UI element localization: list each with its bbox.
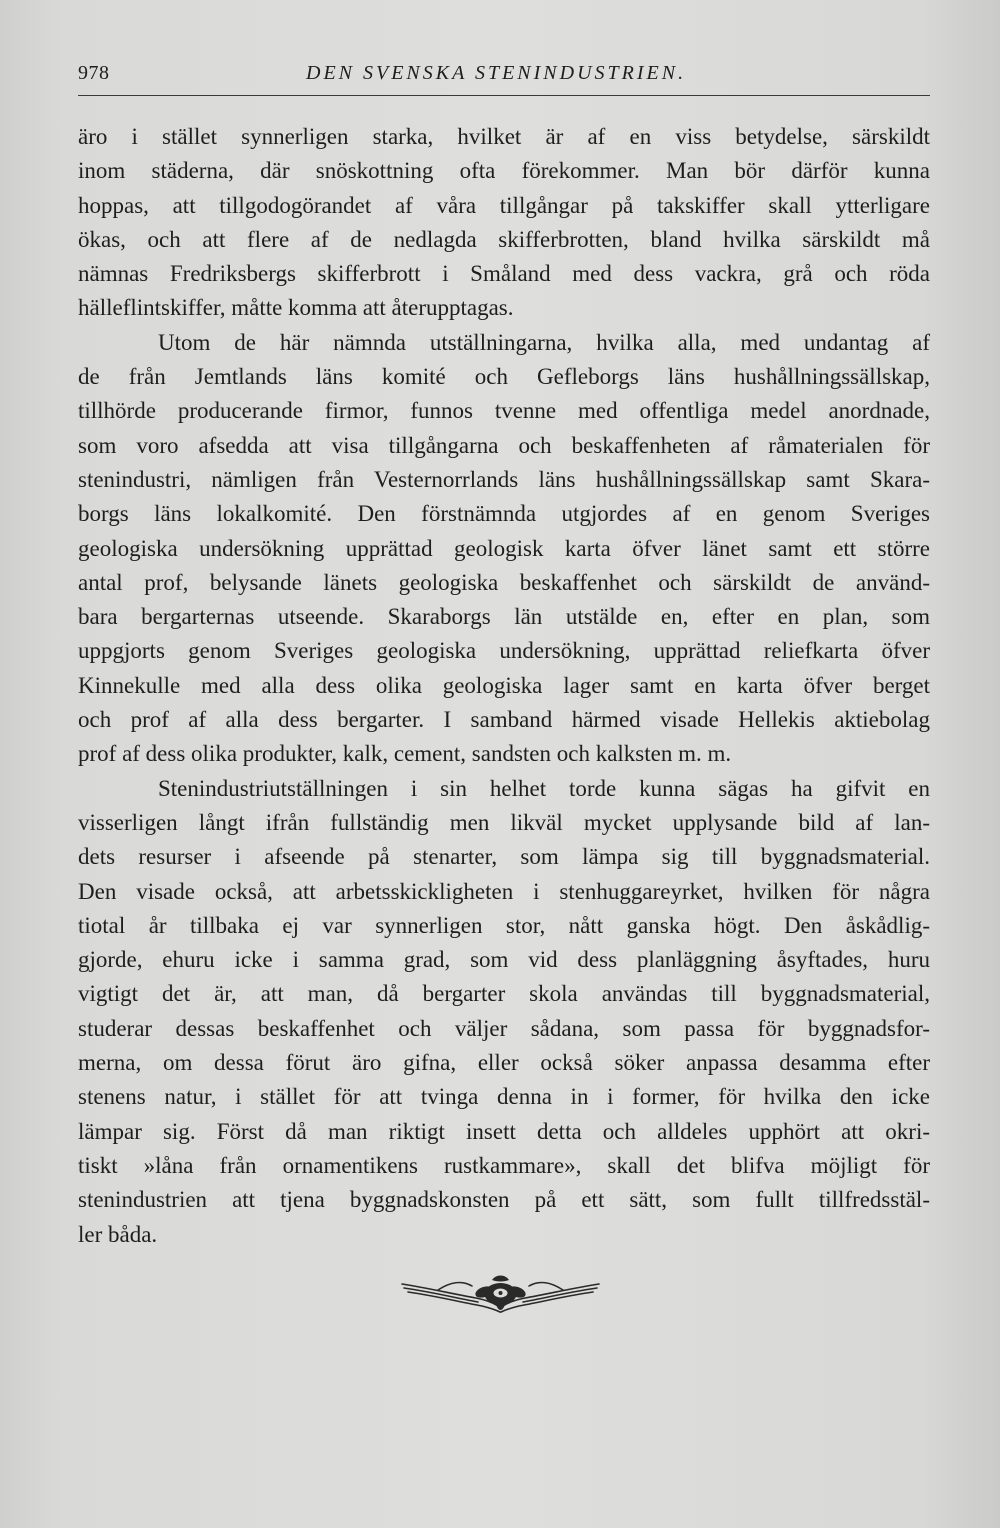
running-head — [78, 62, 930, 92]
text-line: Kinnekulle med alla dess olika geologiska lager samt en karta öfver berget — [78, 672, 930, 698]
text-line: som voro afsedda att visa tillgångarna och beskaffenheten af råmaterialen för — [78, 432, 930, 458]
text-line: Den visade också, att arbetsskickligheten i stenhuggareyrket, hvilken för några — [78, 878, 930, 904]
text-line: hälleflintskiffer, måtte komma att återupptagas. — [78, 295, 514, 321]
text-line: dets resurser i afseende på stenarter, som lämpa sig till byggnadsmaterial. — [78, 844, 930, 870]
text-line: tiskt »låna från ornamentikens rustkammare», skall det blifva möjligt för — [78, 1152, 930, 1178]
text-line: studerar dessas beskaffenhet och väljer sådana, som passa för byggnadsfor- — [78, 1015, 930, 1041]
running-title: DEN SVENSKA STENINDUSTRIEN. — [306, 62, 687, 84]
body-text — [78, 120, 930, 1252]
text-line: de från Jemtlands läns komité och Gefleborgs läns hushållningssällskap, — [78, 364, 930, 390]
text-line: tillhörde producerande firmor, funnos tvenne med offentliga medel anordnade, — [78, 398, 930, 424]
text-line: prof af dess olika produkter, kalk, cement, sandsten och kalksten m. m. — [78, 741, 732, 767]
text-line: geologiska undersökning upprättad geologisk karta öfver länet samt ett större — [78, 535, 930, 561]
header-rule — [78, 95, 930, 96]
text-line: nämnas Fredriksbergs skifferbrott i Småland med dess vackra, grå och röda — [78, 261, 930, 287]
page-number: 978 — [78, 62, 110, 84]
decorative-tailpiece-ornament-icon — [398, 1272, 603, 1316]
text-line: borgs läns lokalkomité. Den förstnämnda utgjordes af en genom Sveriges — [78, 501, 930, 527]
text-line: vigtigt det är, att man, då bergarter skola användas till byggnadsmaterial, — [78, 981, 930, 1007]
text-line: äro i stället synnerligen starka, hvilket är af en viss betydelse, särskildt — [78, 124, 930, 149]
text-line: inom städerna, där snöskottning ofta förekommer. Man bör därför kunna — [78, 158, 930, 184]
text-line: stenindustri, nämligen från Vesternorrlands läns hushållningssällskap samt Skara- — [78, 466, 930, 492]
text-line: bara bergarternas utseende. Skaraborgs län utstälde en, efter en plan, som — [78, 604, 930, 630]
text-line: ler båda. — [78, 1221, 158, 1247]
text-line: gjorde, ehuru icke i samma grad, som vid dess planläggning åsyftades, huru — [78, 947, 930, 973]
text-line: och prof af alla dess bergarter. I samband härmed visade Hellekis aktiebolag — [78, 707, 930, 733]
text-line: antal prof, belysande länets geologiska beskaffenhet och särskildt de använd- — [78, 569, 930, 595]
text-line: merna, om dessa förut äro gifna, eller också söker anpassa desamma efter — [78, 1050, 930, 1076]
text-line: stenens natur, i stället för att tvinga denna in i former, för hvilka den icke — [78, 1084, 930, 1110]
text-line: Stenindustriutställningen i sin helhet torde kunna sägas ha gifvit en — [158, 775, 930, 801]
text-line: hoppas, att tillgodogörandet af våra tillgångar på takskiffer skall ytterligare — [78, 192, 930, 218]
text-line: visserligen långt ifrån fullständig men likväl mycket upplysande bild af lan- — [78, 809, 930, 835]
text-line: ökas, och att flere af de nedlagda skifferbrotten, bland hvilka särskildt må — [78, 226, 930, 252]
text-line: Utom de här nämnda utställningarna, hvilka alla, med undantag af — [158, 329, 930, 355]
text-line: tiotal år tillbaka ej var synnerligen stor, nått ganska högt. Den åskådlig- — [78, 912, 930, 938]
text-line: lämpar sig. Först då man riktigt insett detta och alldeles upphört att okri- — [78, 1118, 930, 1144]
text-line: uppgjorts genom Sveriges geologiska undersökning, upprättad reliefkarta öfver — [78, 638, 930, 664]
text-line: stenindustrien att tjena byggnadskonsten på ett sätt, som fullt tillfredsstäl- — [78, 1187, 930, 1213]
